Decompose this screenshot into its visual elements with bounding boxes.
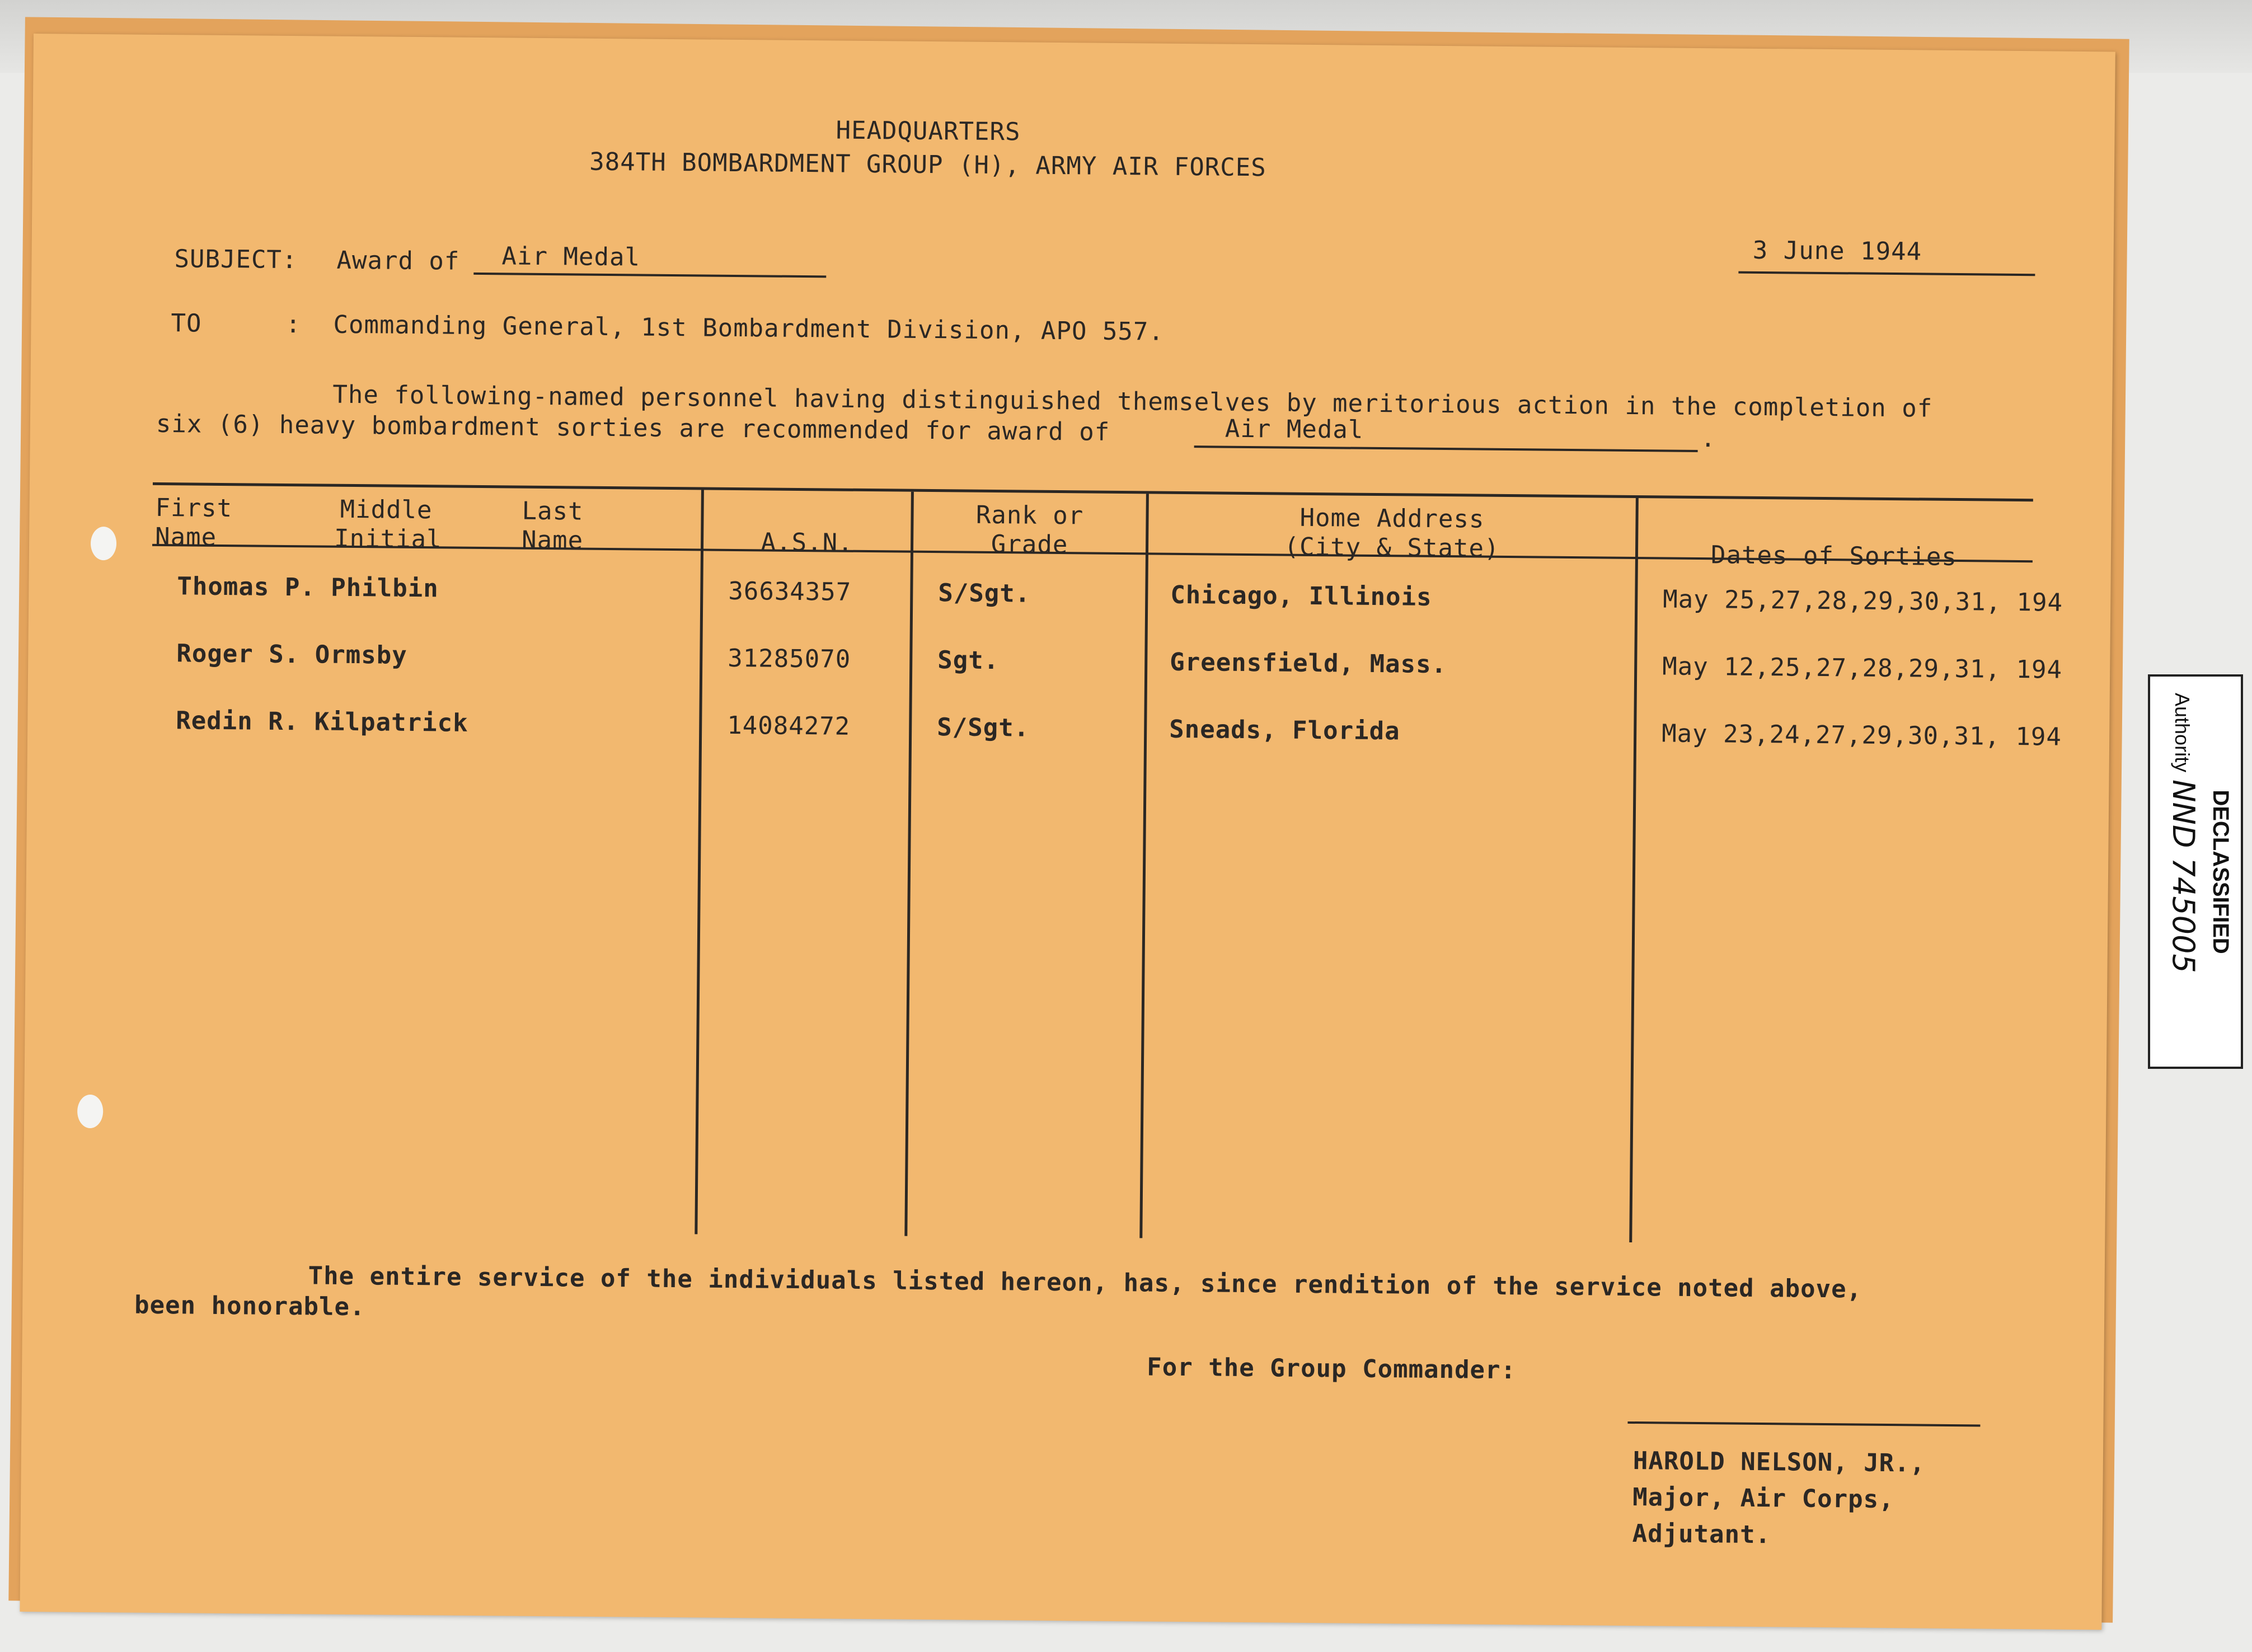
header-address-bottom: (City & State) <box>1284 532 1500 563</box>
to-label: TO <box>171 309 202 338</box>
closing-for: For the Group Commander: <box>1147 1353 1517 1385</box>
subject-label: SUBJECT: <box>174 245 298 275</box>
punch-hole-bottom <box>77 1095 104 1128</box>
header-address-top: Home Address <box>1299 503 1485 534</box>
header-middle-top: Middle <box>340 495 433 525</box>
row-1-dates: May 25,27,28,29,30,31, 194 <box>1663 585 2063 617</box>
declassified-stamp <box>2148 674 2243 1069</box>
row-2-address: Greensfield, Mass. <box>1170 647 1447 679</box>
row-3-rank: S/Sgt. <box>937 713 1030 743</box>
date-underline <box>1738 271 2035 276</box>
signature-rank: Major, Air Corps, <box>1632 1483 1894 1514</box>
closing-line-1: The entire service of the individuals listed hereon, has, since rendition of the service noted above, <box>308 1261 1862 1304</box>
to-recipient: Commanding General, 1st Bombardment Division, APO 557. <box>333 310 1165 346</box>
row-1-name: Thomas P. Philbin <box>177 572 439 603</box>
column-divider-4 <box>1629 498 1639 1242</box>
stamp-title: DECLASSIFIED <box>2208 789 2233 954</box>
header-asn: A.S.N. <box>761 528 853 557</box>
header-line-1: HEADQUARTERS <box>836 116 1021 147</box>
row-2-rank: Sgt. <box>937 646 1000 675</box>
intro-line-2: six (6) heavy bombardment sorties are recommended for award of <box>156 409 1110 447</box>
header-last-top: Last <box>522 496 584 526</box>
signature-title: Adjutant. <box>1632 1519 1771 1550</box>
subject-award: Air Medal <box>501 242 641 272</box>
row-1-asn: 36634357 <box>728 576 852 607</box>
intro-end: . <box>1700 424 1716 453</box>
header-rank-bottom: Grade <box>991 529 1068 560</box>
header-first-bottom: Name <box>154 522 217 552</box>
to-colon: : <box>285 309 302 339</box>
closing-line-2: been honorable. <box>134 1290 365 1322</box>
row-3-dates: May 23,24,27,29,30,31, 194 <box>1661 719 2062 752</box>
intro-line-1: The following-named personnel having distinguished themselves by meritorious action in the completion of <box>332 380 1933 423</box>
stamp-authority-number: NND 745005 <box>2166 779 2201 973</box>
table-top-rule <box>153 482 2033 501</box>
document-sheet <box>20 34 2115 1630</box>
header-middle-bottom: Initial <box>334 524 442 554</box>
row-2-dates: May 12,25,27,28,29,31, 194 <box>1662 652 2063 684</box>
header-last-bottom: Name <box>521 525 584 555</box>
punch-hole-top <box>91 527 117 560</box>
row-2-name: Roger S. Ormsby <box>176 639 407 670</box>
row-3-address: Sneads, Florida <box>1169 715 1400 746</box>
signature-name: HAROLD NELSON, JR., <box>1632 1447 1926 1478</box>
header-dates: Dates of Sorties <box>1710 541 1958 572</box>
header-first-top: First <box>155 493 233 523</box>
header-line-2: 384TH BOMBARDMENT GROUP (H), ARMY AIR FORCES <box>589 147 1266 182</box>
column-divider-1 <box>695 490 704 1234</box>
column-divider-3 <box>1139 494 1149 1238</box>
stamp-authority-label: Authority <box>2171 692 2194 772</box>
subject-text: Award of <box>336 246 460 276</box>
row-1-rank: S/Sgt. <box>938 579 1031 608</box>
header-rank-top: Rank or <box>975 500 1084 531</box>
document-date: 3 June 1944 <box>1752 236 1922 266</box>
row-3-name: Redin R. Kilpatrick <box>176 706 468 738</box>
row-1-address: Chicago, Illinois <box>1170 580 1432 612</box>
intro-award-underline <box>1194 445 1698 452</box>
row-2-asn: 31285070 <box>728 644 851 674</box>
subject-underline <box>473 273 826 278</box>
signature-rule <box>1627 1421 1980 1426</box>
column-divider-2 <box>904 492 914 1236</box>
row-3-asn: 14084272 <box>727 711 851 741</box>
intro-award: Air Medal <box>1224 414 1364 444</box>
